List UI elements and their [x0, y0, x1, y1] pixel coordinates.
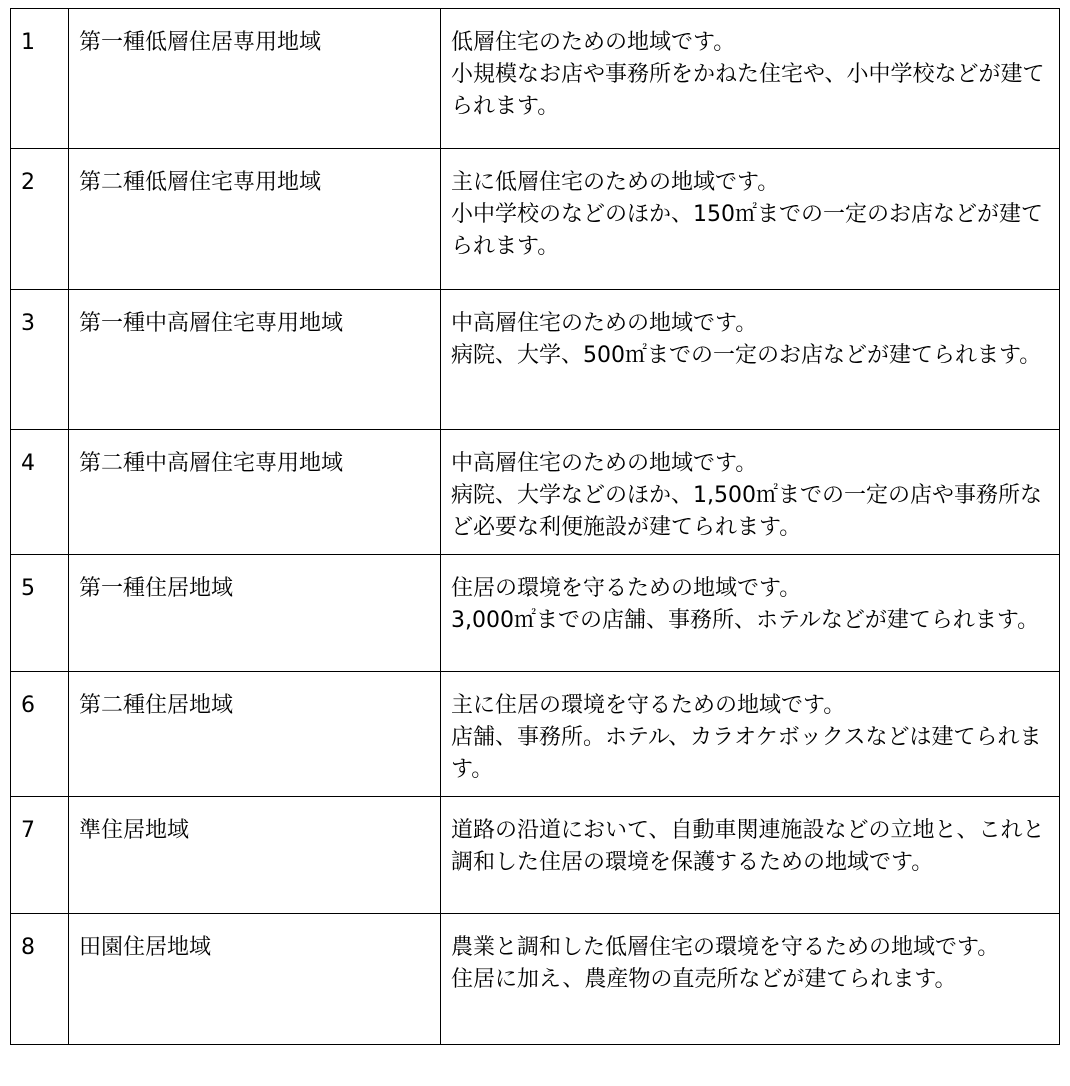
table-row — [11, 149, 1060, 290]
row-number: 5 — [11, 555, 69, 672]
table-row — [11, 290, 1060, 430]
row-number: 1 — [11, 9, 69, 149]
row-number: 2 — [11, 149, 69, 290]
description-line: 主に住居の環境を守るための地域です。 — [451, 693, 846, 718]
description-line: 住居の環境を守るための地域です。 — [451, 576, 802, 601]
row-number: 4 — [11, 430, 69, 555]
zone-name: 第一種低層住居専用地域 — [69, 9, 441, 149]
row-number: 3 — [11, 290, 69, 430]
zone-description — [441, 430, 1060, 555]
table-row — [11, 797, 1060, 914]
zone-name: 田園住居地域 — [69, 914, 441, 1045]
description-line: 3,000㎡までの店舗、事務所、ホテルなどが建てられます。 — [451, 608, 1040, 633]
description-line: 店舗、事務所。ホテル、カラオケボックスなどは建てられます。 — [451, 725, 1042, 782]
zone-name: 第一種住居地域 — [69, 555, 441, 672]
table-row — [11, 9, 1060, 149]
zone-description — [441, 797, 1060, 914]
table-row — [11, 430, 1060, 555]
description-line: 小中学校のなどのほか、150㎡までの一定のお店などが建てられます。 — [451, 202, 1043, 259]
description-line: 小規模なお店や事務所をかねた住宅や、小中学校などが建てられます。 — [451, 62, 1045, 119]
row-number: 7 — [11, 797, 69, 914]
zone-description — [441, 672, 1060, 797]
description-line: 道路の沿道において、自動車関連施設などの立地と、これと調和した住居の環境を保護するための地域です。 — [451, 818, 1045, 875]
description-line: 低層住宅のための地域です。 — [451, 30, 736, 55]
row-number: 8 — [11, 914, 69, 1045]
description-line: 住居に加え、農産物の直売所などが建てられます。 — [451, 967, 957, 992]
table-row — [11, 555, 1060, 672]
description-line: 主に低層住宅のための地域です。 — [451, 170, 780, 195]
description-line: 病院、大学、500㎡までの一定のお店などが建てられます。 — [451, 343, 1042, 368]
zone-name: 第一種中高層住宅専用地域 — [69, 290, 441, 430]
zoning-table — [10, 8, 1060, 1045]
row-number: 6 — [11, 672, 69, 797]
zone-description — [441, 555, 1060, 672]
zoning-table-body — [11, 9, 1060, 1045]
zone-description — [441, 290, 1060, 430]
table-row — [11, 672, 1060, 797]
zone-name: 第二種住居地域 — [69, 672, 441, 797]
description-line: 病院、大学などのほか、1,500㎡までの一定の店や事務所など必要な利便施設が建てられます。 — [451, 483, 1042, 540]
table-row — [11, 914, 1060, 1045]
description-line: 中高層住宅のための地域です。 — [451, 451, 758, 476]
zone-description — [441, 9, 1060, 149]
zone-name: 第二種低層住宅専用地域 — [69, 149, 441, 290]
zone-description — [441, 149, 1060, 290]
description-line: 農業と調和した低層住宅の環境を守るための地域です。 — [451, 935, 1000, 960]
zone-name: 準住居地域 — [69, 797, 441, 914]
zone-name: 第二種中高層住宅専用地域 — [69, 430, 441, 555]
zone-description — [441, 914, 1060, 1045]
description-line: 中高層住宅のための地域です。 — [451, 311, 758, 336]
